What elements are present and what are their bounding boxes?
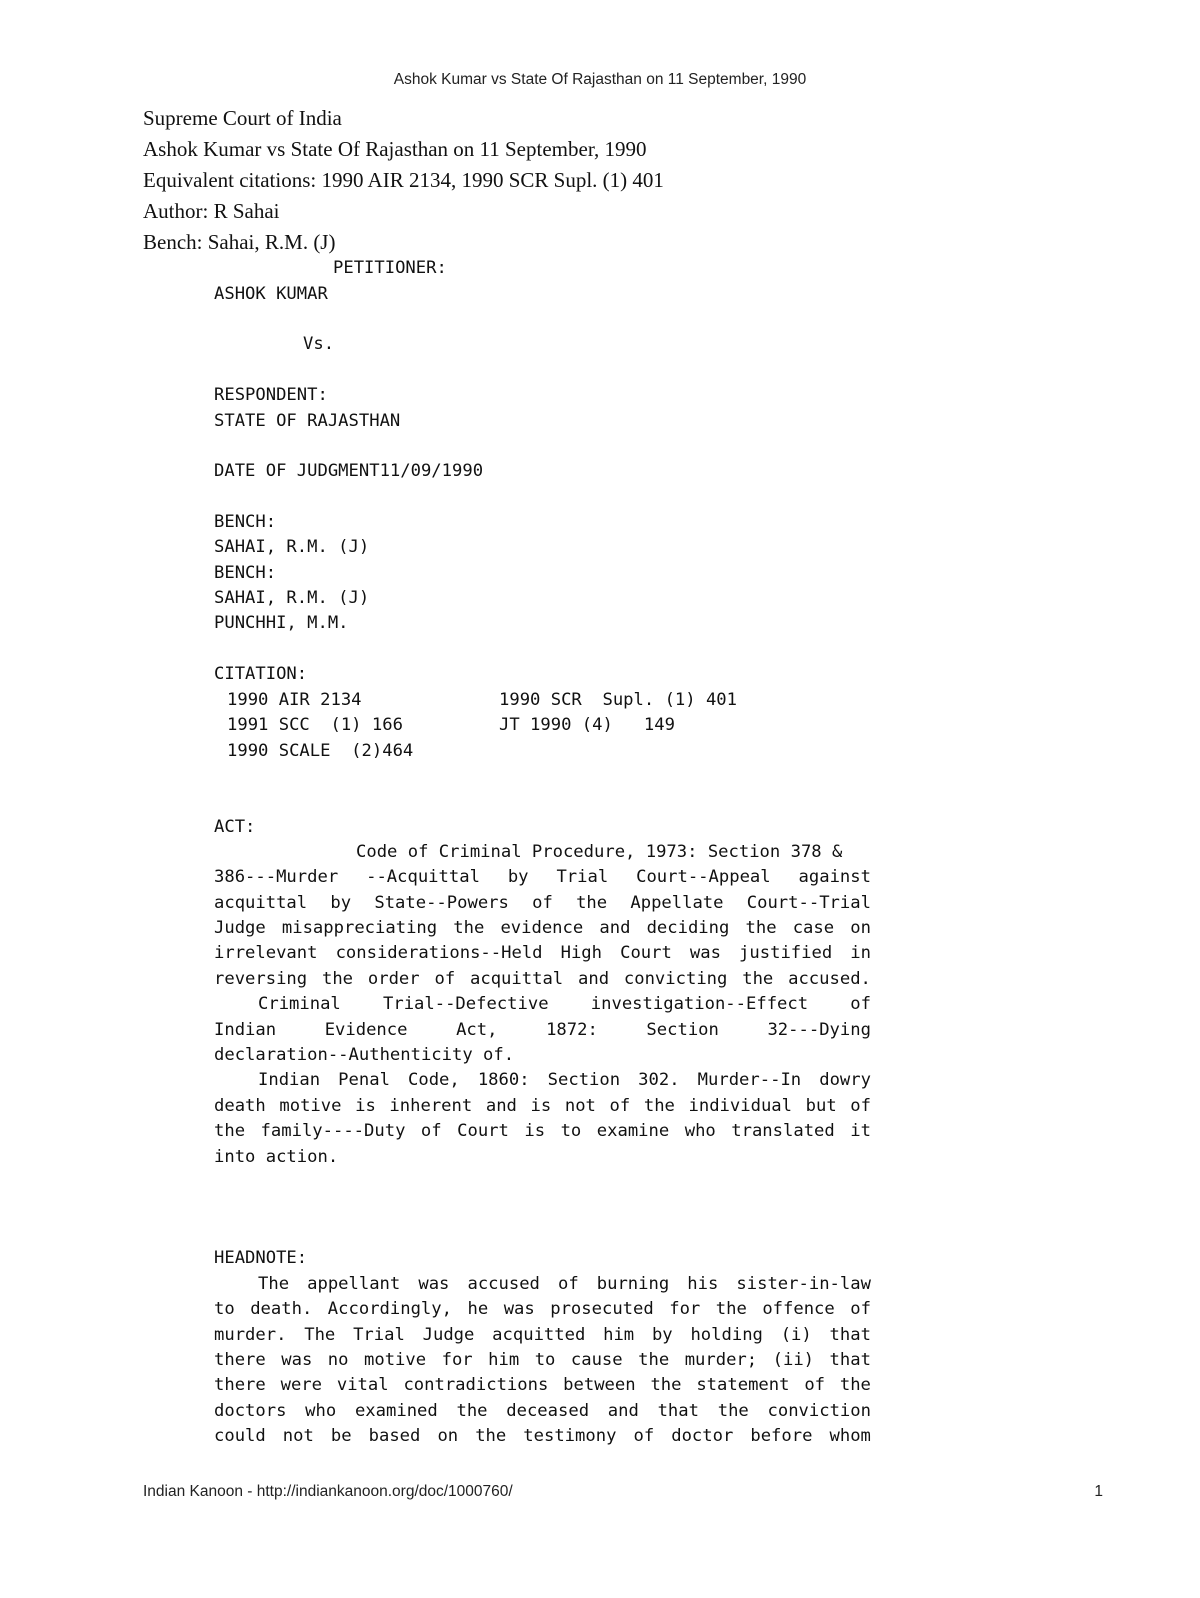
word: Trial--Defective <box>383 994 549 1014</box>
word: there <box>214 1375 266 1395</box>
word: in <box>850 943 871 963</box>
word: he <box>467 1299 489 1319</box>
word: deceased <box>506 1401 590 1421</box>
word: of <box>850 994 871 1014</box>
word: the <box>839 1375 871 1395</box>
word: against <box>798 867 871 887</box>
respondent-name: STATE OF RAJASTHAN <box>214 411 401 431</box>
bench-label: BENCH: <box>214 512 277 532</box>
word: family----Duty <box>260 1121 406 1141</box>
word: --Acquittal <box>366 867 480 887</box>
headnote-line <box>214 1375 871 1395</box>
citation-entry: 1990 SCALE (2)464 <box>227 741 414 761</box>
act-line: Code of Criminal Procedure, 1973: Section 378 & <box>356 842 843 862</box>
word: Trial <box>353 1325 405 1345</box>
word: the <box>453 918 485 938</box>
citation-entry: 1991 SCC (1) 166 <box>227 715 403 735</box>
word: motive <box>279 1096 342 1116</box>
act-line <box>214 1121 871 1141</box>
act-line <box>214 867 871 887</box>
word: the <box>576 893 608 913</box>
citation-label: CITATION: <box>214 664 308 684</box>
versus: Vs. <box>303 334 335 354</box>
word: vital <box>336 1375 389 1395</box>
word: acquittal <box>470 969 564 989</box>
word: of <box>532 893 553 913</box>
word: Judge <box>214 918 266 938</box>
word: who <box>684 1121 716 1141</box>
word: and <box>599 918 631 938</box>
headnote-label: HEADNOTE: <box>214 1248 308 1268</box>
word: of <box>420 1121 442 1141</box>
word: death. <box>250 1299 313 1319</box>
word: examine <box>596 1121 670 1141</box>
word: dowry <box>819 1070 871 1090</box>
word: but <box>805 1096 837 1116</box>
word: murder. <box>214 1325 287 1345</box>
word: inherent <box>389 1096 473 1116</box>
word: prosecuted <box>550 1299 654 1319</box>
word: is <box>355 1096 376 1116</box>
word: is <box>530 1096 552 1116</box>
word: Murder--In <box>697 1070 802 1090</box>
word: accused <box>467 1274 540 1294</box>
word: the <box>742 969 774 989</box>
word: State--Powers <box>374 893 509 913</box>
word: could <box>214 1426 266 1446</box>
word: conviction <box>767 1401 871 1421</box>
word: and <box>578 969 610 989</box>
word: no <box>327 1350 349 1370</box>
headnote-line <box>258 1274 871 1294</box>
word: was <box>689 943 721 963</box>
word: translated <box>731 1121 835 1141</box>
word: 32---Dying <box>767 1020 871 1040</box>
word: case <box>792 918 835 938</box>
word: reversing <box>214 969 308 989</box>
word: his <box>687 1274 719 1294</box>
word: on <box>437 1426 459 1446</box>
word: appellant <box>307 1274 401 1294</box>
word: it <box>850 1121 871 1141</box>
word: Criminal <box>258 994 341 1014</box>
word: holding <box>690 1325 763 1345</box>
word: statement <box>696 1375 790 1395</box>
word: Evidence <box>324 1020 408 1040</box>
word: murder; <box>684 1350 758 1370</box>
word: Court--Trial <box>746 893 871 913</box>
headnote-line <box>214 1325 871 1345</box>
word: the <box>717 1401 749 1421</box>
word: by <box>330 893 352 913</box>
word: by <box>507 867 529 887</box>
word: Section <box>547 1070 621 1090</box>
word: before <box>750 1426 813 1446</box>
word: The <box>304 1325 336 1345</box>
word: Section <box>646 1020 719 1040</box>
word: doctor <box>671 1426 734 1446</box>
word: Court--Appeal <box>636 867 771 887</box>
document-metadata <box>143 103 664 258</box>
word: to <box>560 1121 582 1141</box>
word: not <box>564 1096 596 1116</box>
word: motive <box>364 1350 427 1370</box>
word: Indian <box>214 1020 277 1040</box>
word: Court <box>620 943 672 963</box>
word: misappreciating <box>281 918 438 938</box>
word: Accordingly, <box>327 1299 452 1319</box>
word: were <box>280 1375 322 1395</box>
word: that <box>657 1401 699 1421</box>
act-line: declaration--Authenticity of. <box>214 1045 515 1065</box>
word: of <box>609 1096 631 1116</box>
headnote-line <box>214 1350 871 1370</box>
word: individual <box>688 1096 792 1116</box>
word: who <box>305 1401 337 1421</box>
act-line: into action. <box>214 1147 339 1167</box>
word: of <box>850 1299 871 1319</box>
headnote-line <box>214 1426 871 1446</box>
act-line <box>214 1096 871 1116</box>
word: considerations--Held <box>335 943 543 963</box>
word: to <box>214 1299 235 1319</box>
word: of <box>434 969 456 989</box>
word: testimony <box>523 1426 617 1446</box>
word: that <box>829 1325 871 1345</box>
word: and <box>607 1401 639 1421</box>
word: be <box>330 1426 352 1446</box>
word: accused. <box>788 969 871 989</box>
word: the <box>745 918 777 938</box>
act-label: ACT: <box>214 817 256 837</box>
word: on <box>850 918 871 938</box>
word: the <box>650 1375 682 1395</box>
word: the <box>643 1096 675 1116</box>
act-line <box>214 943 871 963</box>
word: between <box>563 1375 636 1395</box>
word: of <box>850 1096 871 1116</box>
respondent-label: RESPONDENT: <box>214 385 328 405</box>
word: whom <box>829 1426 871 1446</box>
bench: Bench: Sahai, R.M. (J) <box>143 230 336 254</box>
word: convicting <box>623 969 728 989</box>
word: examined <box>354 1401 438 1421</box>
word: acquittal <box>214 893 308 913</box>
word: Judge <box>422 1325 475 1345</box>
act-line <box>214 893 871 913</box>
word: of <box>804 1375 826 1395</box>
act-line <box>214 918 871 938</box>
court-name: Supreme Court of India <box>143 106 342 130</box>
footer-source-link[interactable]: Indian Kanoon - http://indiankanoon.org/doc/1000760/ <box>143 1483 513 1500</box>
word: that <box>829 1350 871 1370</box>
word: the <box>715 1299 747 1319</box>
word: Court <box>457 1121 509 1141</box>
word: Indian <box>258 1070 321 1090</box>
word: 1860: <box>477 1070 530 1090</box>
petitioner-label: PETITIONER: <box>333 258 447 278</box>
word: of <box>633 1426 655 1446</box>
page-number: 1 <box>1094 1483 1103 1500</box>
running-header: Ashok Kumar vs State Of Rajasthan on 11 September, 1990 <box>393 71 807 88</box>
word: him <box>603 1325 635 1345</box>
word: death <box>214 1096 266 1116</box>
word: there <box>214 1350 266 1370</box>
bench-judge: SAHAI, R.M. (J) <box>214 588 370 608</box>
word: was <box>418 1274 450 1294</box>
bench-label: BENCH: <box>214 563 277 583</box>
word: Code, <box>408 1070 460 1090</box>
act-line <box>258 994 871 1014</box>
act-line <box>214 969 871 989</box>
citation-entry: 1990 SCR Supl. (1) 401 <box>499 690 737 710</box>
word: the <box>475 1426 507 1446</box>
word: evidence <box>500 918 584 938</box>
word: the <box>638 1350 670 1370</box>
word: justified <box>739 943 833 963</box>
word: for <box>669 1299 701 1319</box>
word: 386---Murder <box>214 867 339 887</box>
word: Appellate <box>630 893 724 913</box>
word: cause <box>570 1350 623 1370</box>
word: doctors <box>214 1401 287 1421</box>
word: Act, <box>456 1020 498 1040</box>
word: sister-in-law <box>736 1274 871 1294</box>
word: 302. <box>638 1070 680 1090</box>
word: based <box>368 1426 421 1446</box>
word: Penal <box>338 1070 390 1090</box>
word: (ii) <box>772 1350 815 1370</box>
word: irrelevant <box>214 943 318 963</box>
word: is <box>524 1121 546 1141</box>
author: Author: R Sahai <box>143 199 280 223</box>
case-title: Ashok Kumar vs State Of Rajasthan on 11 September, 1990 <box>143 137 647 161</box>
word: (i) <box>780 1325 812 1345</box>
word: High <box>560 943 603 963</box>
word: him <box>488 1350 520 1370</box>
word: not <box>282 1426 314 1446</box>
word: for <box>441 1350 473 1370</box>
word: burning <box>596 1274 670 1294</box>
headnote-line <box>214 1299 871 1319</box>
citation-entry: JT 1990 (4) 149 <box>499 715 675 735</box>
word: the <box>214 1121 246 1141</box>
petitioner-name: ASHOK KUMAR <box>214 284 328 304</box>
word: deciding <box>646 918 730 938</box>
word: The <box>258 1274 290 1294</box>
citation-entry: 1990 AIR 2134 <box>227 690 362 710</box>
word: was <box>503 1299 535 1319</box>
equivalent-citations: Equivalent citations: 1990 AIR 2134, 1990 SCR Supl. (1) 401 <box>143 168 664 192</box>
word: contradictions <box>403 1375 549 1395</box>
word: of <box>557 1274 579 1294</box>
word: 1872: <box>546 1020 598 1040</box>
word: the <box>456 1401 488 1421</box>
word: acquitted <box>492 1325 586 1345</box>
word: and <box>485 1096 517 1116</box>
act-line <box>258 1070 871 1090</box>
date-of-judgment: DATE OF JUDGMENT11/09/1990 <box>214 461 484 481</box>
bench-judge: SAHAI, R.M. (J) <box>214 537 370 557</box>
word: the <box>321 969 354 989</box>
bench-judge: PUNCHHI, M.M. <box>214 613 349 633</box>
word: offence <box>762 1299 835 1319</box>
word: order <box>367 969 420 989</box>
act-line <box>214 1020 871 1040</box>
word: Trial <box>556 867 609 887</box>
word: to <box>534 1350 556 1370</box>
headnote-line <box>214 1401 871 1421</box>
word: by <box>651 1325 673 1345</box>
word: investigation--Effect <box>590 994 809 1014</box>
word: was <box>281 1350 313 1370</box>
